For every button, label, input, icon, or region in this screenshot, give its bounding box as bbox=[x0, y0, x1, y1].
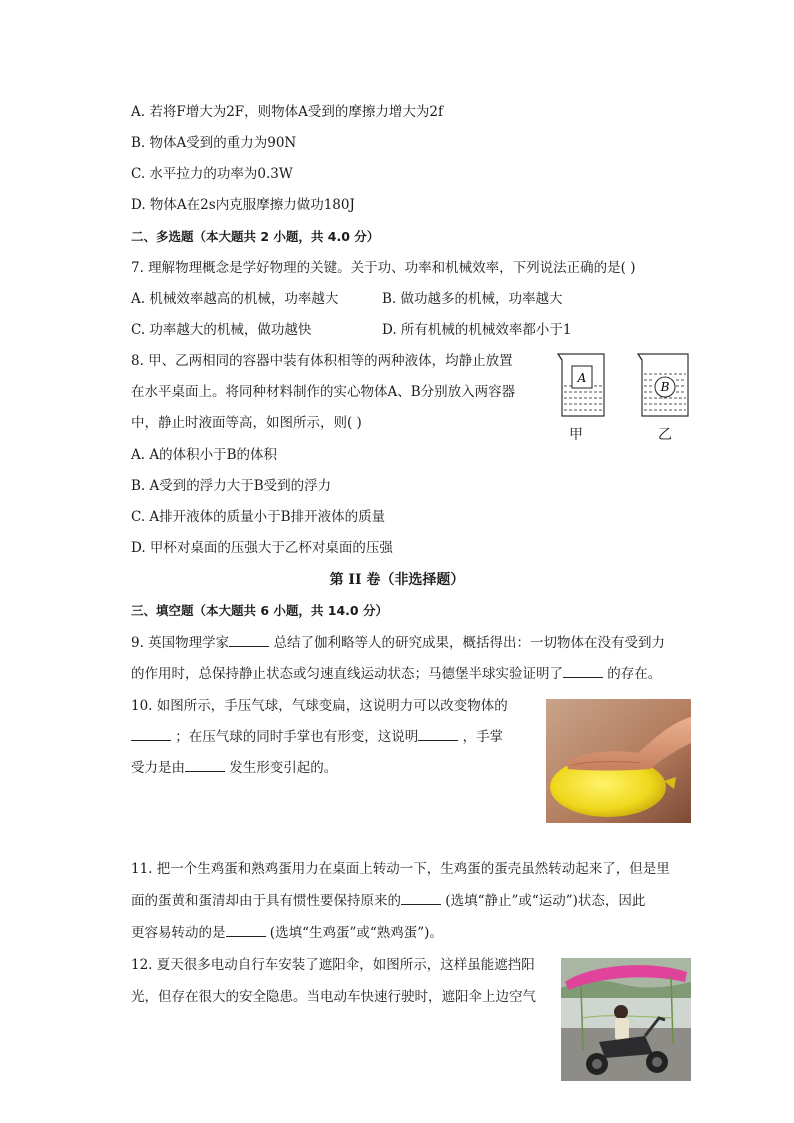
q9-text-b: 总结了伽利略等人的研究成果，概括得出：一切物体在没有受到力 bbox=[273, 635, 665, 651]
q8-stem-line1: 8. 甲、乙两相同的容器中装有体积相等的两种液体，均静止放置 bbox=[131, 353, 513, 369]
q10-line2 bbox=[131, 727, 503, 747]
q9-blank-1 bbox=[229, 634, 269, 647]
q10-blank-3 bbox=[185, 759, 225, 772]
q9-text-a: 9. 英国物理学家 bbox=[131, 635, 230, 651]
q6-option-c: C. 水平拉力的功率为0.3W bbox=[131, 166, 293, 182]
object-a-label: A bbox=[577, 371, 587, 385]
caption-yi: 乙 bbox=[658, 427, 672, 443]
beaker-jia bbox=[558, 354, 604, 416]
q7-stem: 7. 理解物理概念是学好物理的关键。关于功、功率和机械效率，下列说法正确的是( ) bbox=[131, 260, 636, 276]
q10-text-d: 受力是由 bbox=[131, 760, 185, 776]
q8-option-c: C. A排开液体的质量小于B排开液体的质量 bbox=[131, 509, 386, 525]
q8-option-a: A. A的体积小于B的体积 bbox=[131, 447, 278, 463]
q8-beakers-figure bbox=[552, 350, 702, 420]
q9-line1 bbox=[131, 633, 665, 653]
q11-line3 bbox=[131, 923, 443, 943]
q8-stem-line2: 在水平桌面上。将同种材料制作的实心物体A、B分别放入两容器 bbox=[131, 384, 516, 400]
q10-text-e: 发生形变引起的。 bbox=[229, 760, 338, 776]
q7-option-d: D. 所有机械的机械效率都小于1 bbox=[382, 322, 572, 338]
q11-text-c: (选填“静止”或“运动”)状态，因此 bbox=[445, 893, 646, 909]
q9-text-c: 的作用时，总保持静止状态或匀速直线运动状态；马德堡半球实验证明了 bbox=[131, 666, 563, 682]
q11-blank-1 bbox=[401, 892, 441, 905]
q10-blank-2 bbox=[418, 728, 458, 741]
q11-text-b: 面的蛋黄和蛋清却由于具有惯性要保持原来的 bbox=[131, 893, 401, 909]
section-multiple-choice-heading: 二、多选题（本大题共 2 小题，共 4.0 分） bbox=[131, 229, 380, 244]
q9-line2 bbox=[131, 664, 661, 684]
caption-jia: 甲 bbox=[569, 427, 583, 443]
q7-option-c: C. 功率越大的机械，做功越快 bbox=[131, 322, 312, 338]
q8-option-d: D. 甲杯对桌面的压强大于乙杯对桌面的压强 bbox=[131, 540, 393, 556]
q10-line3 bbox=[131, 758, 337, 778]
q11-blank-2 bbox=[226, 924, 266, 937]
q6-option-b: B. 物体A受到的重力为90N bbox=[131, 135, 297, 151]
q11-text-d: 更容易转动的是 bbox=[131, 925, 226, 941]
q8-stem-line3: 中，静止时液面等高，如图所示，则( ) bbox=[131, 415, 362, 431]
beaker-yi bbox=[638, 354, 688, 416]
q10-text-b: ；在压气球的同时手掌也有形变，这说明 bbox=[175, 729, 419, 745]
q11-line1: 11. 把一个生鸡蛋和熟鸡蛋用力在桌面上转动一下，生鸡蛋的蛋壳虽然转动起来了，但是里 bbox=[131, 861, 670, 877]
q7-option-a: A. 机械效率越高的机械，功率越大 bbox=[131, 291, 339, 307]
q12-line1: 12. 夏天很多电动自行车安装了遮阳伞，如图所示，这样虽能遮挡阳 bbox=[131, 957, 535, 973]
q7-option-b: B. 做功越多的机械，功率越大 bbox=[382, 291, 563, 307]
q10-text-c: ，手掌 bbox=[462, 729, 504, 745]
q11-text-e: (选填“生鸡蛋”或“熟鸡蛋”)。 bbox=[269, 925, 443, 941]
q10-blank-1 bbox=[131, 728, 171, 741]
q10-line1: 10. 如图所示，手压气球，气球变扁，这说明力可以改变物体的 bbox=[131, 698, 508, 714]
q8-option-b: B. A受到的浮力大于B受到的浮力 bbox=[131, 478, 332, 494]
scooter-umbrella-photo bbox=[561, 958, 691, 1081]
q6-option-a: A. 若将F增大为2F，则物体A受到的摩擦力增大为2f bbox=[131, 104, 443, 120]
part-two-title: 第 II 卷（非选择题） bbox=[329, 572, 465, 588]
section-fill-blank-heading: 三、填空题（本大题共 6 小题，共 14.0 分） bbox=[131, 603, 388, 618]
q9-text-d: 的存在。 bbox=[607, 666, 662, 682]
q6-option-d: D. 物体A在2s内克服摩擦力做功180J bbox=[131, 197, 355, 213]
q9-blank-2 bbox=[563, 665, 603, 678]
q11-line2 bbox=[131, 891, 645, 911]
q12-line2: 光，但存在很大的安全隐患。当电动车快速行驶时，遮阳伞上边空气 bbox=[131, 989, 536, 1005]
balloon-hand-photo bbox=[546, 699, 691, 823]
object-b-label: B bbox=[660, 380, 670, 394]
